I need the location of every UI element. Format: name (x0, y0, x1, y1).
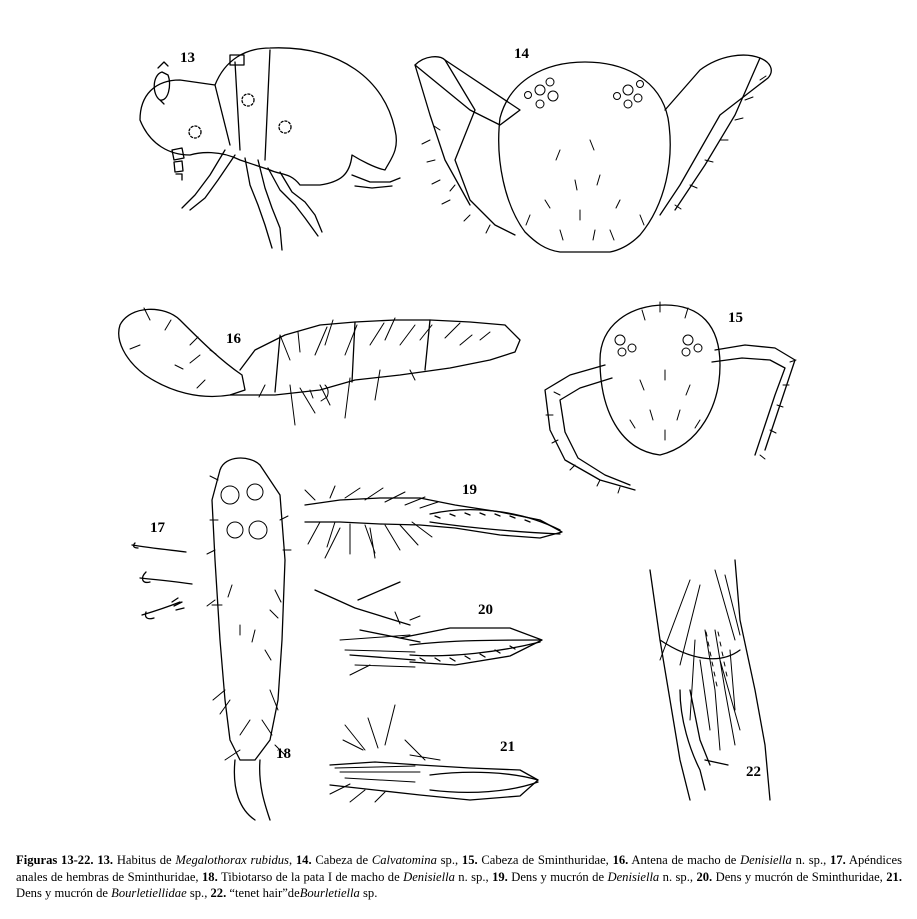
caption-num: 15. (461, 853, 478, 867)
caption-text: Habitus de (116, 853, 172, 867)
drawing-15-head (545, 302, 796, 493)
caption-text: “tenet hair”de (229, 886, 300, 900)
caption-num: 18. (202, 869, 218, 884)
caption-num: 16. (612, 853, 629, 867)
caption-taxon: Bourletiella (299, 886, 360, 900)
caption-num: 19. (492, 869, 508, 884)
caption-text: Antena de macho de (631, 853, 737, 867)
caption-item-18 (202, 870, 489, 884)
caption-item-15 (462, 853, 609, 867)
figure-caption (16, 852, 902, 902)
figure-number-16: 16 (226, 331, 241, 347)
caption-taxon: Denisiella (740, 853, 792, 867)
caption-text: n. sp., (458, 869, 489, 884)
drawing-18-tibiotarsus (207, 458, 291, 820)
caption-item-16 (613, 853, 827, 867)
caption-text: , (288, 853, 293, 867)
caption-taxon: Denisiella (607, 869, 660, 884)
drawing-17-anal-appendages (132, 543, 192, 619)
caption-text: sp., (189, 886, 208, 900)
figure-number-13: 13 (180, 50, 195, 66)
caption-num: 14. (295, 853, 312, 867)
caption-text: Dens y mucrón de Sminthuridae, (715, 869, 883, 884)
figure-number-21: 21 (500, 739, 515, 755)
drawing-13-habitus (140, 48, 400, 250)
caption-text: n. sp., (795, 853, 827, 867)
caption-item-19 (492, 870, 693, 884)
caption-text: Apéndices anales de hembras de Sminthuridae, (16, 853, 902, 884)
caption-text: sp., (440, 853, 459, 867)
figure-number-18: 18 (276, 746, 291, 762)
caption-text: Tibiotarso de la pata I de macho de (220, 869, 400, 884)
caption-taxon: Calvatomina (371, 853, 437, 867)
caption-taxon: Denisiella (403, 869, 455, 884)
caption-item-14 (296, 853, 458, 867)
caption-text: n. sp., (662, 869, 694, 884)
caption-text: Cabeza de (315, 853, 369, 867)
caption-text: Dens y mucrón de (16, 886, 108, 900)
caption-lead: Figuras 13-22. (16, 853, 94, 867)
caption-taxon: Megalothorax rubidus (175, 853, 289, 867)
drawing-14-head (415, 55, 771, 252)
figure-number-22: 22 (746, 764, 761, 780)
caption-item-20 (696, 870, 882, 884)
caption-text: Dens y mucrón de (511, 869, 605, 884)
figure-number-17: 17 (150, 520, 165, 536)
caption-num: 13. (97, 853, 114, 867)
caption-item-22 (211, 886, 378, 900)
caption-num: 22. (210, 886, 227, 900)
caption-num: 20. (696, 869, 713, 884)
caption-items (16, 853, 902, 900)
caption-text: Cabeza de Sminthuridae, (481, 853, 609, 867)
caption-num: 21. (886, 869, 902, 884)
figure-number-20: 20 (478, 602, 493, 618)
figure-number-14: 14 (514, 46, 529, 62)
caption-item-13 (97, 853, 292, 867)
drawing-16-antenna (119, 308, 520, 425)
figure-number-19: 19 (462, 482, 477, 498)
caption-num: 17. (830, 853, 846, 867)
figure-number-15: 15 (728, 310, 743, 326)
drawing-20-dens-mucro (315, 582, 542, 675)
caption-text: sp. (363, 886, 378, 900)
drawing-19-dens-mucro (305, 486, 562, 558)
caption-taxon: Bourletiellidae (111, 886, 187, 900)
